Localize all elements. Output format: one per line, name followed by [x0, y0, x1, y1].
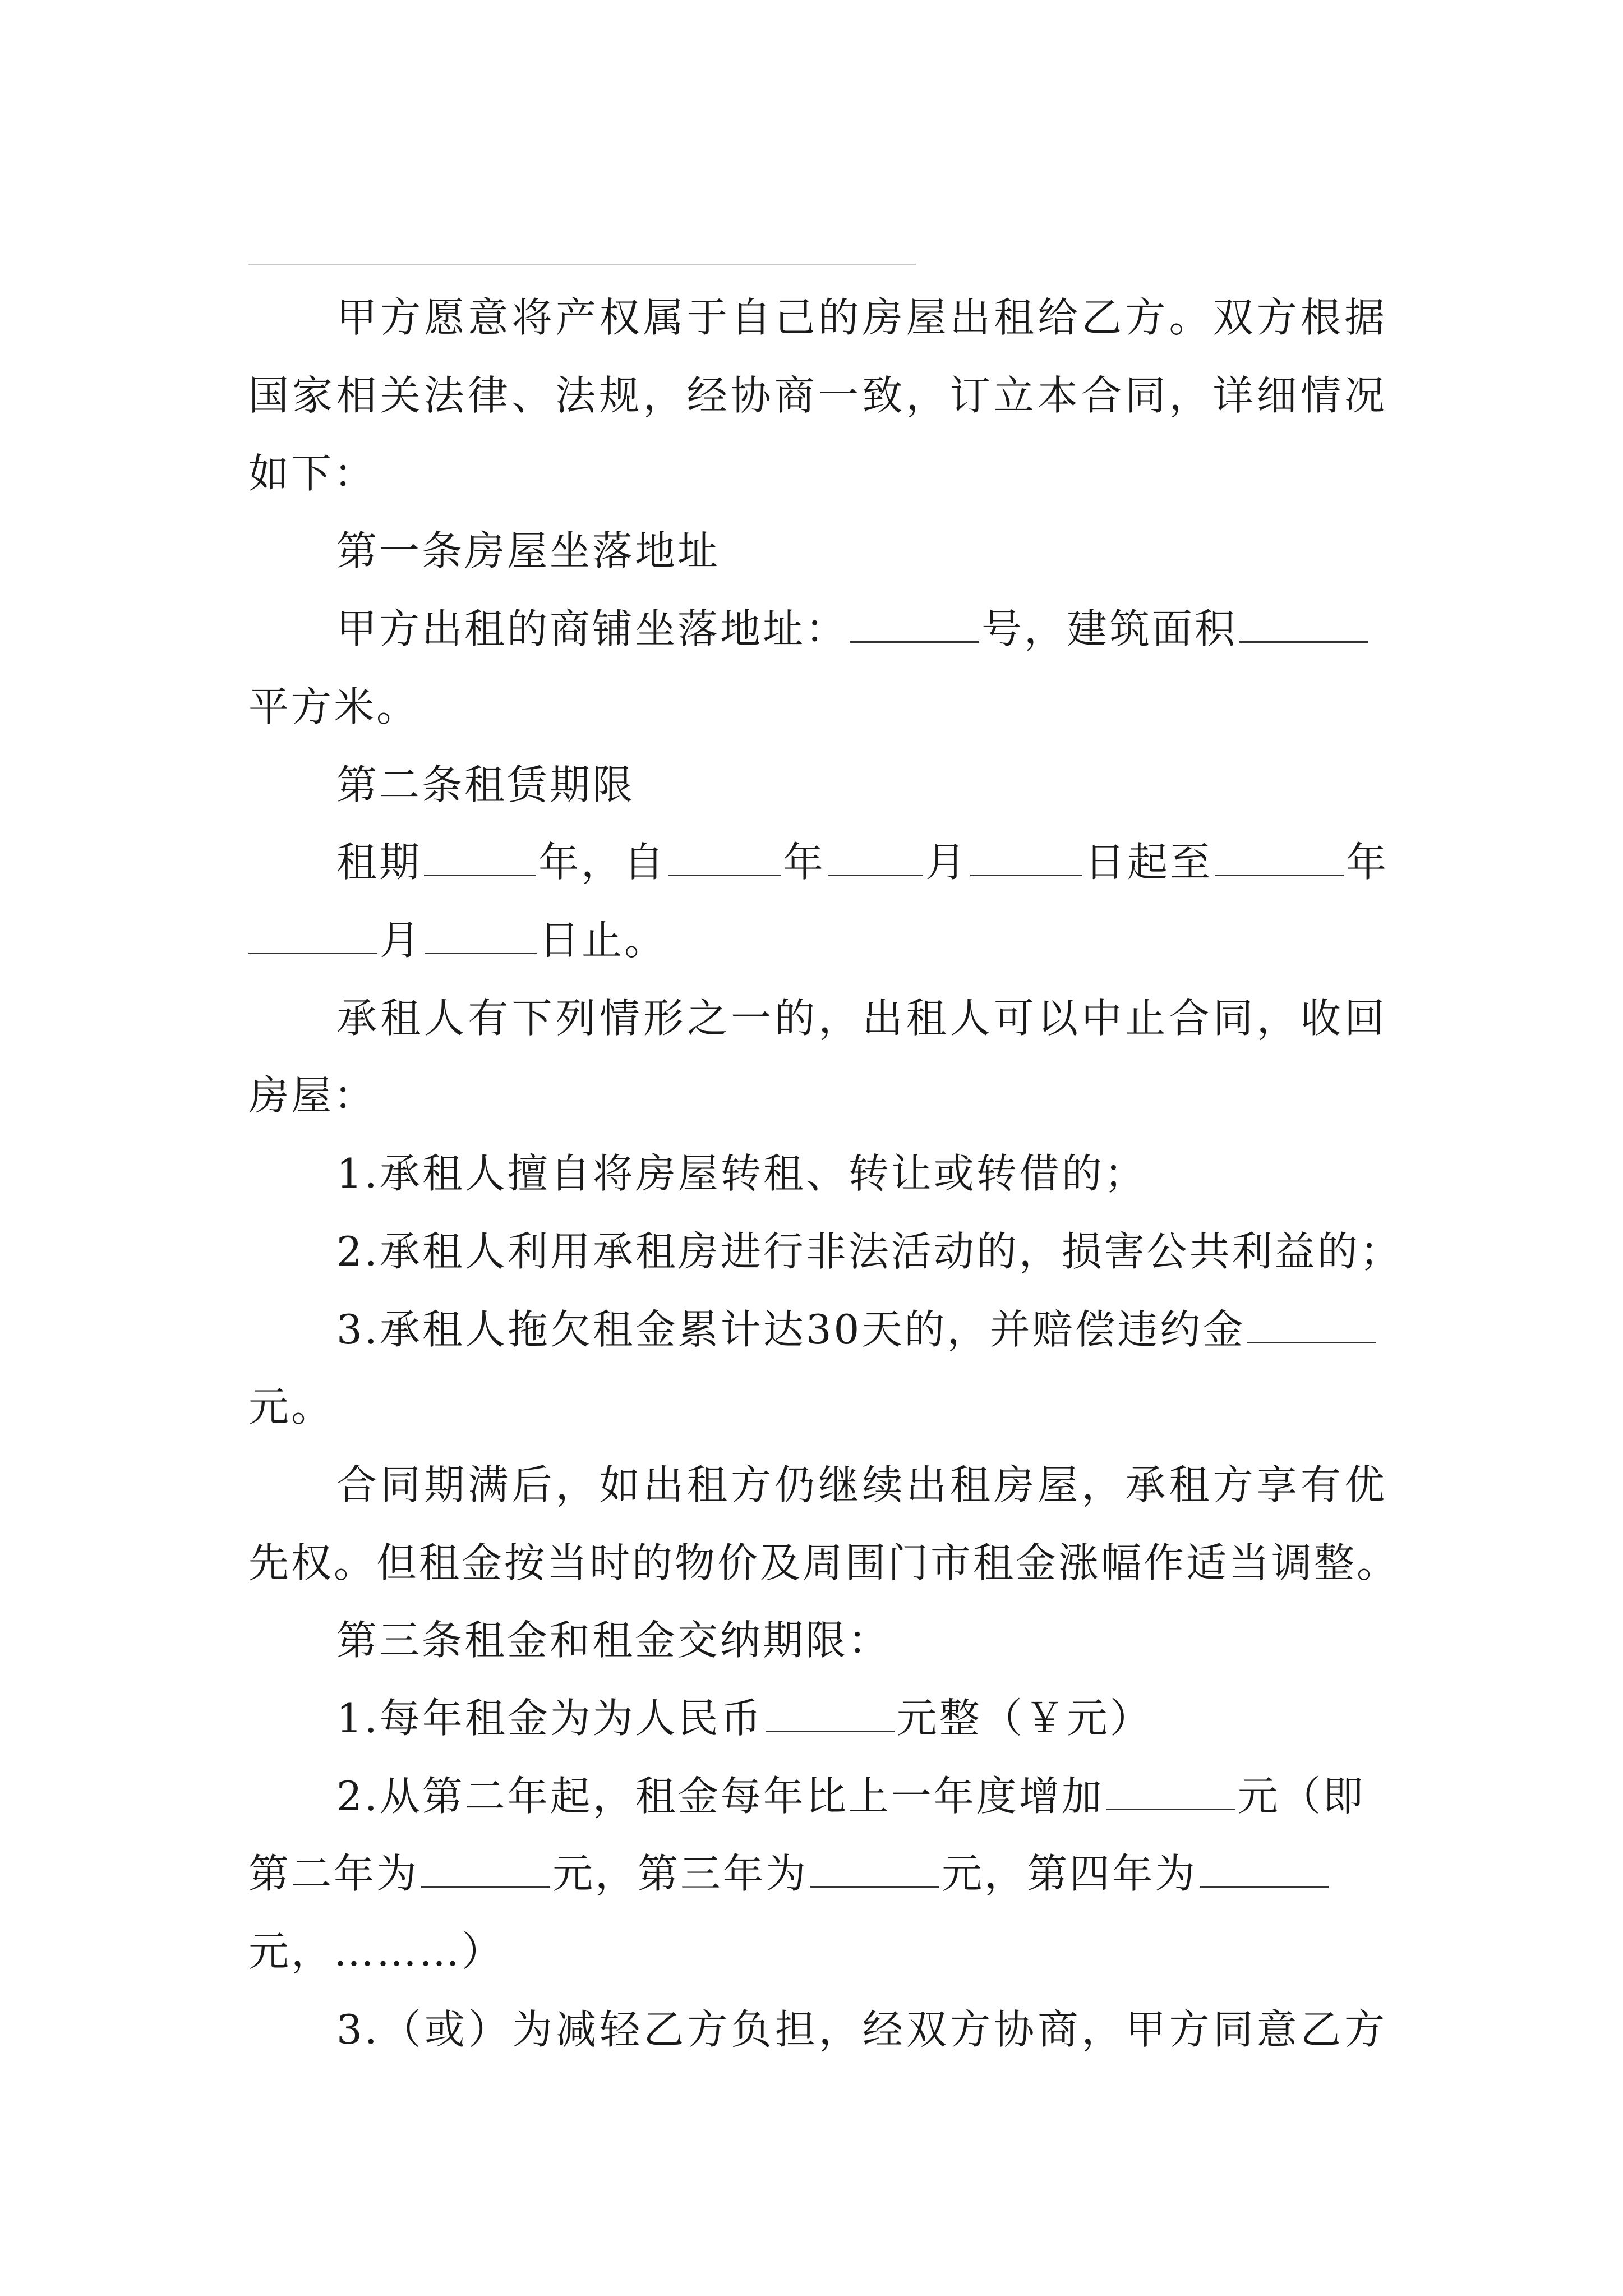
start-year-blank[interactable] [668, 838, 781, 876]
year2-label: 第二年为 [248, 1850, 419, 1897]
year4-label: 元，第四年为 [942, 1850, 1198, 1897]
article3-item-2-line-2 [248, 1840, 1387, 1907]
article2-term-line-1 [248, 829, 1387, 896]
start-year-label: 年 [783, 839, 826, 886]
termination-item-1: 1.承租人擅自将房屋转租、转让或转借的； [336, 1150, 1147, 1197]
increase-unit: 元（即 [1237, 1773, 1366, 1820]
article2-term-line-2 [248, 907, 1387, 974]
termination-item-3 [248, 1296, 1387, 1363]
area-blank[interactable] [1239, 604, 1368, 643]
end-year-blank[interactable] [1215, 838, 1344, 876]
start-day-blank[interactable] [970, 838, 1082, 876]
term-years-blank[interactable] [424, 838, 536, 876]
end-year-label: 年 [1346, 839, 1389, 886]
address-prefix: 甲方出租的商铺坐落地址： [336, 605, 849, 652]
address-number-blank[interactable] [850, 604, 979, 643]
year4-blank[interactable] [1200, 1849, 1329, 1888]
address-mid: 号，建筑面积 [981, 605, 1238, 652]
article3-item-2-line-1 [248, 1763, 1387, 1830]
article3-item-2-line-3: 元，………） [248, 1928, 505, 1975]
article3-title: 第三条租金和租金交纳期限： [336, 1617, 891, 1664]
article2-title: 第二条租赁期限 [336, 761, 635, 808]
year3-label: 元，第三年为 [552, 1850, 809, 1897]
year3-blank[interactable] [810, 1849, 939, 1888]
penalty-blank[interactable] [1247, 1305, 1376, 1343]
end-day-label: 日止。 [539, 917, 667, 964]
article1-area-unit: 平方米。 [248, 683, 419, 730]
year2-blank[interactable] [421, 1849, 550, 1888]
termination-item-2: 2.承租人利用承租房进行非法活动的，损害公共利益的； [336, 1228, 1403, 1275]
end-month-label: 月 [380, 917, 423, 964]
end-day-blank[interactable] [425, 915, 537, 954]
annual-rent-blank[interactable] [766, 1694, 895, 1732]
start-month-blank[interactable] [828, 838, 923, 876]
header-rule [248, 264, 916, 265]
renewal-line-1: 合同期满后，如出租方仍继续出租房屋，承租方享有优 [336, 1461, 1387, 1508]
start-month-label: 月 [925, 839, 969, 886]
intro-line-2: 国家相关法律、法规，经协商一致，订立本合同，详细情况 [248, 372, 1387, 419]
increase-text: 2.从第二年起，租金每年比上一年度增加 [336, 1773, 1104, 1820]
renewal-line-2: 先权。但租金按当时的物价及周围门市租金涨幅作适当调整。 [248, 1539, 1400, 1586]
termination-item-3-end: 元。 [248, 1383, 334, 1430]
end-month-blank[interactable] [248, 915, 377, 954]
article1-title: 第一条房屋坐落地址 [336, 527, 721, 574]
article1-address-line [248, 595, 1387, 662]
intro-line-1: 甲方愿意将产权属于自己的房屋出租给乙方。双方根据 [336, 294, 1387, 341]
start-day-to: 日起至 [1085, 839, 1213, 886]
rent-text: 1.每年租金为为人民币 [336, 1695, 763, 1742]
termination-line-1: 承租人有下列情形之一的，出租人可以中止合同，收回 [336, 995, 1387, 1042]
term-label: 租期 [336, 839, 422, 886]
term-from: 年，自 [538, 839, 667, 886]
article3-item-1 [248, 1685, 1387, 1752]
item3-text: 3.承租人拖欠租金累计达30天的，并赔偿违约金 [336, 1306, 1246, 1353]
article3-item-3: 3.（或）为减轻乙方负担，经双方协商，甲方同意乙方 [336, 2006, 1387, 2053]
termination-line-2: 房屋： [248, 1072, 377, 1119]
rent-unit: 元整（￥元） [896, 1695, 1152, 1742]
intro-line-3: 如下： [248, 450, 377, 497]
increase-blank[interactable] [1106, 1772, 1235, 1810]
